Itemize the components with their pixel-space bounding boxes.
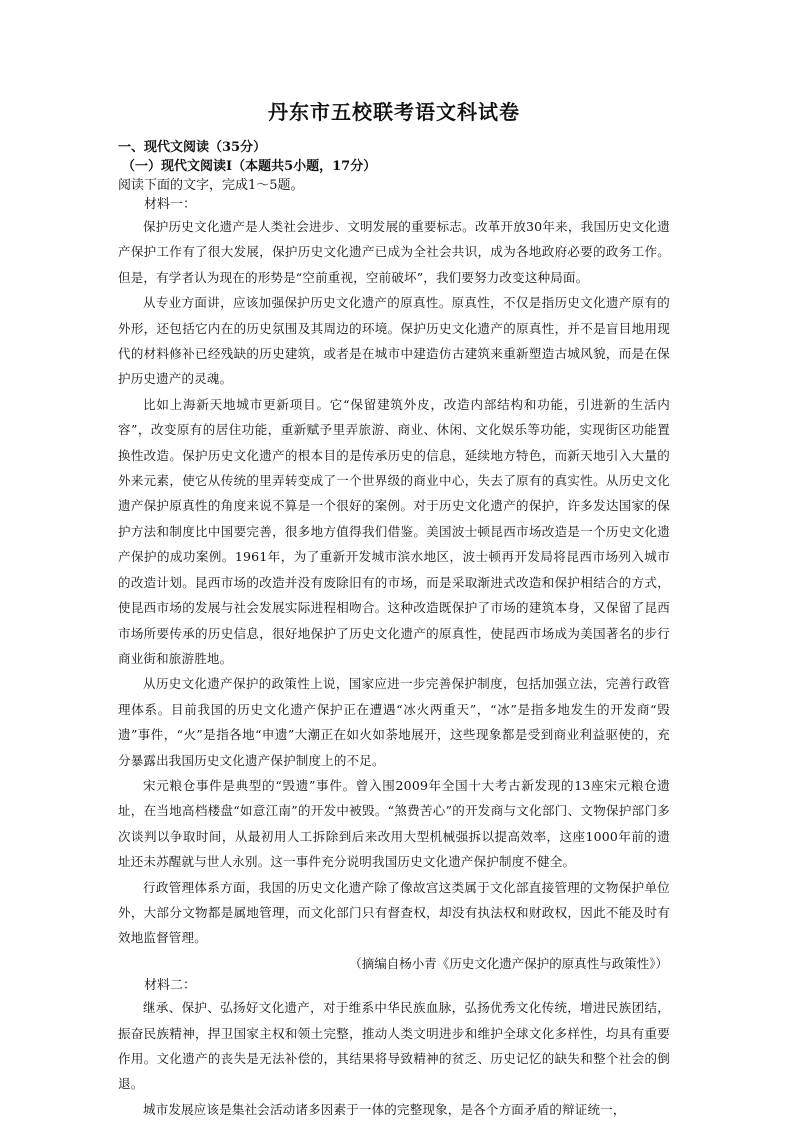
material-1-paragraph: 保护历史文化遗产是人类社会进步、文明发展的重要标志。改革开放30年来，我国历史文化遗产保护工作有了很大发展，保护历史文化遗产已成为全社会共识，成为各地政府必要的政务工作。但是，有学者认为现在的形势是“空前重视，空前破坏”，我们要努力改变这种局面。 — [118, 219, 670, 285]
exam-page — [118, 100, 670, 1122]
material-1-paragraph: 宋元粮仓事件是典型的“毁遗”事件。曾入围2009年全国十大考古新发现的13座宋元粮仓遗址，在当地高档楼盘“如意江南”的开发中被毁。“煞费苦心”的开发商与文化部门、文物保护部门多次谈判以争取时间，从最初用人工拆除到后来改用大型机械强拆以提高效率，这座1000年前的遗址还未苏醒就与世人永别。这一事件充分说明我国历史文化遗产保护制度不健全。 — [118, 777, 670, 870]
exam-title: 丹东市五校联考语文科试卷 — [268, 100, 520, 124]
subsection-heading-reading-1: （一）现代文阅读Ⅰ（本题共5小题，17分） — [122, 159, 377, 174]
material-2-label: 材料二： — [144, 978, 197, 994]
material-1-paragraph: 从专业方面讲，应该加强保护历史文化遗产的原真性。原真性，不仅是指历史文化遗产原有的外形，还包括它内在的历史氛围及其周边的环境。保护历史文化遗产的原真性，并不是盲目地用现代的材料修补已经残缺的历史建筑，或者是在城市中建造仿古建筑来重新塑造古城风貌，而是在保护历史遗产的灵魂。 — [118, 295, 670, 387]
material-1-source: （摘编自杨小青《历史文化遗产保护的原真性与政策性》） — [349, 955, 668, 971]
material-1-paragraph: 从历史文化遗产保护的政策性上说，国家应进一步完善保护制度，包括加强立法，完善行政管理体系。目前我国的历史文化遗产保护正在遭遇“冰火两重天”，“冰”是指多地发生的开发商“毁遗”事件，“火”是指各地“申遗”大潮正在如火如荼地展开，这些现象都是受到商业利益驱使的，充分暴露出我国历史文化遗产保护制度上的不足。 — [118, 676, 670, 768]
material-1-paragraph: 行政管理体系方面，我国的历史文化遗产除了像故宫这类属于文化部直接管理的文物保护单位外，大部分文物都是属地管理，而文化部门只有督查权，却没有执法权和财政权，因此不能及时有效地监督管理。 — [118, 879, 670, 946]
section-heading-modern-reading: 一、现代文阅读（35分） — [118, 140, 267, 155]
material-1-paragraph: 比如上海新天地城市更新项目。它“保留建筑外皮，改造内部结构和功能，引进新的生活内容”，改变原有的居住功能，重新赋予里弄旅游、商业、休闲、文化娱乐等功能，实现街区功能置换性改造。保护历史文化遗产的根本目的是传承历史的信息，延续地方特色，而新天地引入大量的外来元素，使它从传统的里弄转变成了一个世界级的商业中心，失去了原有的真实性。从历史文化遗产保护原真性的角度来说不算是一个很好的案例。对于历史文化遗产的保护，许多发达国家的保护方法和制度比中国要完善，很多地方值得我们借鉴。美国波士顿昆西市场改造是一个历史文化遗产保护的成功案例。1961年，为了重新开发城市滨水地区，波士顿再开发局将昆西市场列入城市的改造计划。昆西市场的改造并没有废除旧有的市场，而是采取渐进式改造和保护相结合的方式，使昆西市场的发展与社会发展实际进程相吻合。这种改造既保护了市场的建筑本身，又保留了昆西市场所要传承的历史信息，很好地保护了历史文化遗产的原真性，使昆西市场成为美国著名的步行商业街和旅游胜地。 — [118, 396, 670, 666]
material-2-paragraph: 城市发展应该是集社会活动诸多因素于一体的完整现象，是各个方面矛盾的辩证统一， — [143, 1101, 626, 1117]
material-2-paragraph: 继承、保护、弘扬好文化遗产，对于维系中华民族血脉，弘扬优秀文化传统，增进民族团结，振奋民族精神，捍卫国家主权和领土完整，推动人类文明进步和维护全球文化多样性，均具有重要作用。文化遗产的丧失是无法补偿的，其结果将导致精神的贫乏、历史记忆的缺失和整个社会的倒退。 — [118, 1000, 670, 1092]
reading-instruction: 阅读下面的文字，完成1～5题。 — [118, 178, 304, 193]
material-1-label: 材料一： — [144, 197, 197, 212]
